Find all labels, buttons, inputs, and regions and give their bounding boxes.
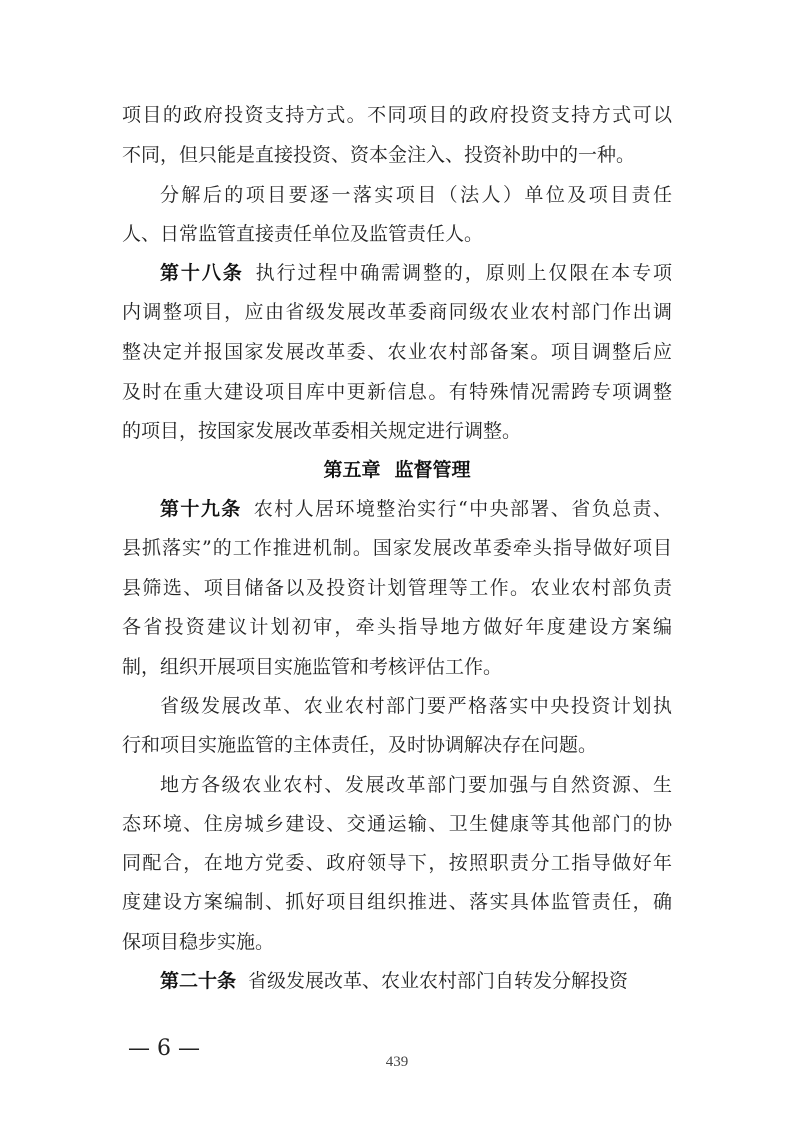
text-line: 的项目，按国家发展改革委相关规定进行调整。 [122, 420, 522, 442]
chapter-heading [122, 456, 672, 484]
text-line: 各省投资建议计划初审，牵头指导地方做好年度建设方案编 [122, 616, 672, 638]
text-line: 行和项目实施监管的主体责任，及时协调解决存在问题。 [122, 734, 598, 756]
article-19-first-line [160, 495, 672, 523]
article-heading-19: 第十九条 [160, 498, 242, 520]
text-line: 同配合，在地方党委、政府领导下，按照职责分工指导做好年 [122, 852, 672, 874]
text-line: 度建设方案编制、抓好项目组织推进、落实具体监管责任，确 [122, 891, 672, 913]
text-line: 整决定并报国家发展改革委、农业农村部备案。项目调整后应 [122, 341, 672, 363]
text-line: 态环境、住房城乡建设、交通运输、卫生健康等其他部门的协 [122, 813, 672, 835]
text-line: 省级发展改革、农业农村部门要严格落实中央投资计划执 [160, 695, 672, 717]
article-18-first-line [160, 259, 672, 287]
chapter-title: 监督管理 [394, 459, 471, 481]
text-line: 县抓落实”的工作推进机制。国家发展改革委牵头指导做好项目 [122, 537, 672, 559]
article-heading-18: 第十八条 [160, 262, 244, 284]
text-line: 制，组织开展项目实施监管和考核评估工作。 [122, 656, 503, 678]
text-line: 项目的政府投资支持方式。不同项目的政府投资支持方式可以 [122, 104, 672, 126]
text-line: 执行过程中确需调整的，原则上仅限在本专项 [255, 262, 672, 284]
page-label: — 6 — [128, 1036, 200, 1061]
article-20-first-line [160, 967, 672, 995]
article-heading-20: 第二十条 [160, 970, 237, 992]
text-line: 人、日常监管直接责任单位及监管责任人。 [122, 223, 484, 245]
text-line: 内调整项目，应由省级发展改革委商同级农业农村部门作出调 [122, 301, 672, 323]
chapter-number: 第五章 [323, 459, 381, 481]
text-line: 分解后的项目要逐一落实项目（法人）单位及项目责任 [160, 184, 672, 206]
text-line: 地方各级农业农村、发展改革部门要加强与自然资源、生 [160, 774, 672, 796]
text-line: 保项目稳步实施。 [122, 931, 275, 953]
text-line: 及时在重大建设项目库中更新信息。有特殊情况需跨专项调整 [122, 381, 672, 403]
text-line: 省级发展改革、农业农村部门自转发分解投资 [248, 970, 629, 992]
text-line: 不同，但只能是直接投资、资本金注入、投资补助中的一种。 [122, 144, 636, 166]
page-number: 439 [385, 1054, 409, 1070]
text-line: 县筛选、项目储备以及投资计划管理等工作。农业农村部负责 [122, 577, 672, 599]
text-line: 农村人居环境整治实行“中央部署、省负总责、 [253, 498, 672, 520]
